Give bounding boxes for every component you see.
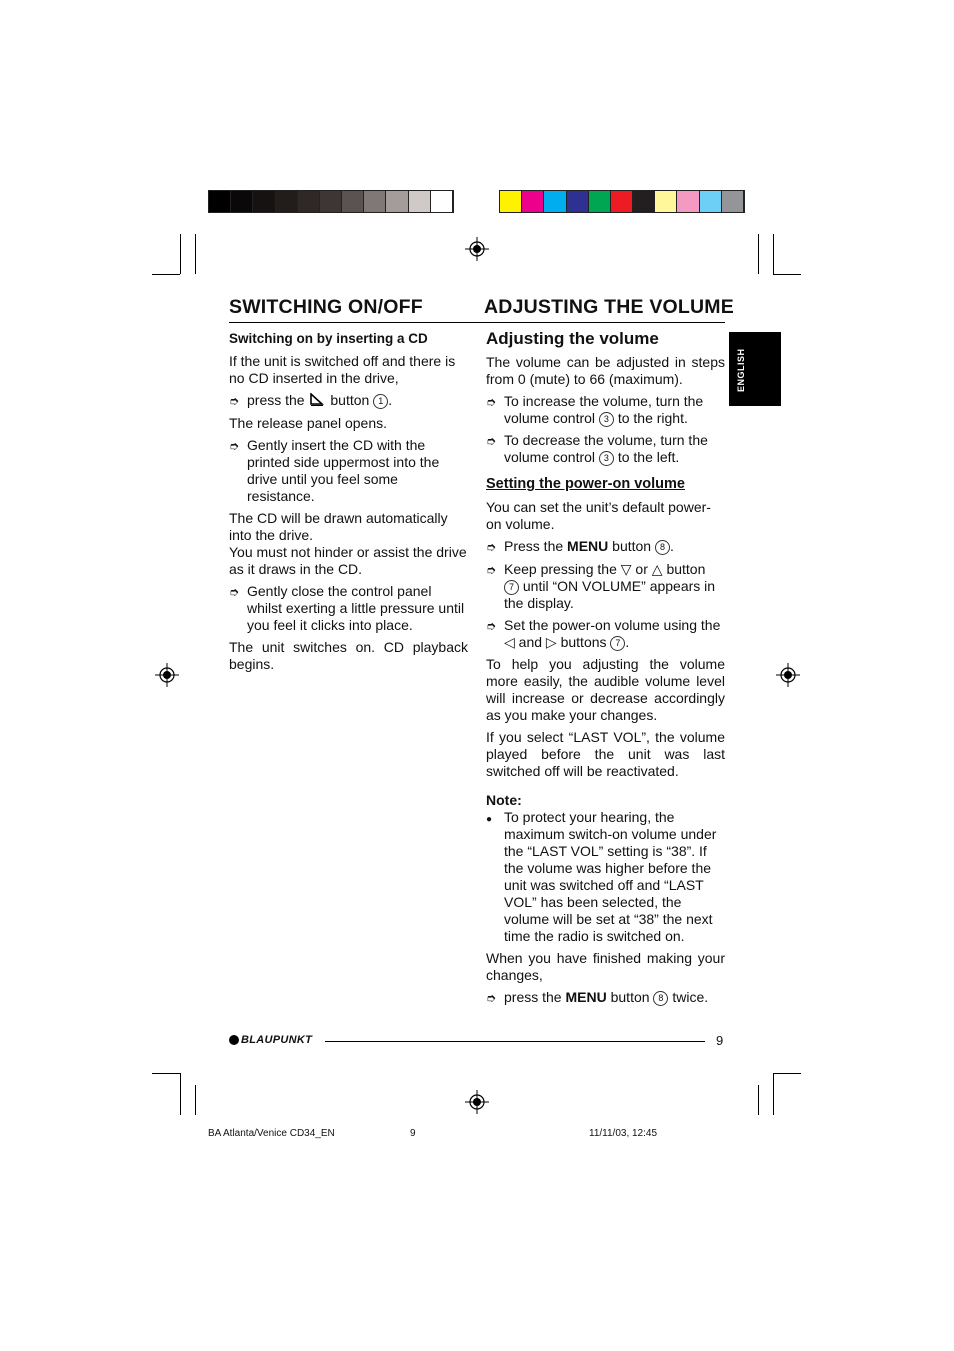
instruction-step [486, 393, 725, 427]
instruction-step [486, 617, 725, 651]
paragraph: The release panel opens. [229, 415, 387, 431]
step-arrow-icon: ➮ [486, 540, 497, 554]
paragraph: If the unit is switched off and there is no CD inserted in the drive, [229, 353, 456, 386]
crop-mark [152, 274, 180, 275]
color-swatch [409, 191, 431, 212]
crop-mark [773, 1073, 774, 1115]
color-swatch [386, 191, 408, 212]
color-swatch [364, 191, 386, 212]
grayscale-calibration-bar [208, 190, 454, 213]
subheading: Setting the power-on volume [486, 476, 685, 492]
step-text: Set the power-on volume using the ◁ and ▷ buttons 7 . [504, 617, 721, 650]
language-tab [729, 332, 781, 406]
instruction-step [486, 989, 725, 1007]
registration-mark-icon [465, 1090, 489, 1114]
footer-rule [325, 1041, 705, 1042]
paragraph: The volume can be adjusted in steps from 0 (mute) to 66 (maximum). [486, 354, 725, 387]
step-text: Gently close the control panel whilst exerting a little pressure until you feel it clicks into place. [247, 583, 465, 633]
footer-date: 11/11/03, 12:45 [589, 1128, 658, 1139]
color-swatch [567, 191, 589, 212]
color-swatch [276, 191, 298, 212]
instruction-step [229, 583, 468, 634]
step-arrow-icon: ➮ [229, 585, 240, 599]
step-text: To increase the volume, turn the volume control 3 to the right. [504, 393, 704, 426]
button-number-badge: 3 [599, 412, 614, 427]
button-number-badge: 7 [610, 636, 625, 651]
paragraph: You must not hinder or assist the drive as it draws in the CD. [229, 544, 467, 577]
page-number: 9 [716, 1033, 724, 1048]
color-swatch [722, 191, 744, 212]
color-swatch [633, 191, 655, 212]
brand-dot-icon [229, 1035, 239, 1045]
step-arrow-icon: ➮ [486, 619, 497, 633]
paragraph: The CD will be drawn automatically into the drive. [229, 510, 448, 543]
button-number-badge: 1 [373, 394, 388, 409]
crop-mark [180, 1073, 181, 1115]
right-triangle-icon: ▷ [545, 634, 557, 650]
crop-mark [773, 234, 774, 274]
color-swatch [209, 191, 231, 212]
brand-name: BLAUPUNKT [241, 1034, 313, 1046]
crop-mark [758, 234, 759, 274]
step-arrow-icon: ➮ [486, 434, 497, 448]
step-arrow-icon: ➮ [486, 991, 497, 1005]
color-swatch [522, 191, 544, 212]
crop-mark [195, 1085, 196, 1115]
step-text: press the button 1 . [247, 392, 393, 408]
registration-mark-icon [155, 663, 179, 687]
subheading: Switching on by inserting a CD [229, 331, 428, 346]
color-swatch [431, 191, 453, 212]
bullet-icon: ● [486, 814, 493, 825]
instruction-step [486, 538, 725, 556]
instruction-step [229, 437, 468, 505]
step-text: Gently insert the CD with the printed side uppermost into the drive until you feel some resistance. [247, 437, 440, 504]
language-tab-label: ENGLISH [736, 348, 746, 392]
footer-page: 9 [410, 1128, 416, 1139]
color-swatch [320, 191, 342, 212]
note-label: Note: [486, 792, 522, 808]
left-column [229, 330, 468, 678]
paragraph: You can set the unit’s default power-on volume. [486, 499, 711, 532]
right-section-title: ADJUSTING THE VOLUME [484, 296, 734, 318]
color-swatch [700, 191, 722, 212]
step-text: Keep pressing the ▽ or △ button 7 until “ON VOLUME” appears in the display. [504, 561, 716, 611]
color-swatch [298, 191, 320, 212]
left-triangle-icon: ◁ [504, 634, 515, 650]
right-column [486, 330, 725, 1012]
eject-icon [310, 393, 324, 406]
color-swatch [655, 191, 677, 212]
color-swatch [589, 191, 611, 212]
crop-mark [180, 234, 181, 274]
down-triangle-icon: ▽ [620, 561, 632, 577]
step-text: Press the MENU button 8 . [504, 538, 674, 554]
step-arrow-icon: ➮ [486, 395, 497, 409]
up-triangle-icon: △ [651, 561, 663, 577]
registration-mark-icon [776, 663, 800, 687]
crop-mark [758, 1085, 759, 1115]
button-number-badge: 8 [655, 540, 670, 555]
crop-mark [152, 1073, 180, 1074]
color-swatch [500, 191, 522, 212]
paragraph: If you select “LAST VOL”, the volume played before the unit was last switched off will be reactivated. [486, 729, 725, 779]
step-arrow-icon: ➮ [229, 394, 240, 408]
instruction-step [486, 561, 725, 612]
step-text: press the MENU button 8 twice. [504, 989, 709, 1005]
color-calibration-bar [499, 190, 745, 213]
button-number-badge: 3 [599, 451, 614, 466]
color-swatch [342, 191, 364, 212]
color-swatch [231, 191, 253, 212]
step-arrow-icon: ➮ [229, 439, 240, 453]
button-number-badge: 7 [504, 580, 519, 595]
paragraph: To help you adjusting the volume more easily, the audible volume level will increase or decrease accordingly as you make your changes. [486, 656, 725, 723]
heading-rule [229, 322, 725, 323]
note-text: To protect your hearing, the maximum switch-on volume under the “LAST VOL” setting is “38”. If the volume was higher before the unit was switched off and “LAST VOL” has been selected, the volume will be set at “38” the next time the radio is switched on. [504, 809, 717, 944]
footer-file: BA Atlanta/Venice CD34_EN [208, 1128, 335, 1139]
color-swatch [253, 191, 275, 212]
button-number-badge: 8 [653, 991, 668, 1006]
step-arrow-icon: ➮ [486, 563, 497, 577]
left-section-title: SWITCHING ON/OFF [229, 296, 423, 318]
note-item [486, 809, 725, 945]
color-swatch [544, 191, 566, 212]
instruction-step [229, 392, 468, 410]
instruction-step [486, 432, 725, 466]
paragraph: The unit switches on. CD playback begins. [229, 639, 468, 672]
step-text: To decrease the volume, turn the volume control 3 to the left. [504, 432, 708, 465]
subheading: Adjusting the volume [486, 329, 659, 348]
crop-mark [195, 234, 196, 274]
registration-mark-icon [465, 237, 489, 261]
brand-logo [229, 1034, 312, 1046]
color-swatch [611, 191, 633, 212]
crop-mark [773, 1073, 801, 1074]
crop-mark [773, 274, 801, 275]
color-swatch [677, 191, 699, 212]
paragraph: When you have finished making your changes, [486, 950, 725, 983]
